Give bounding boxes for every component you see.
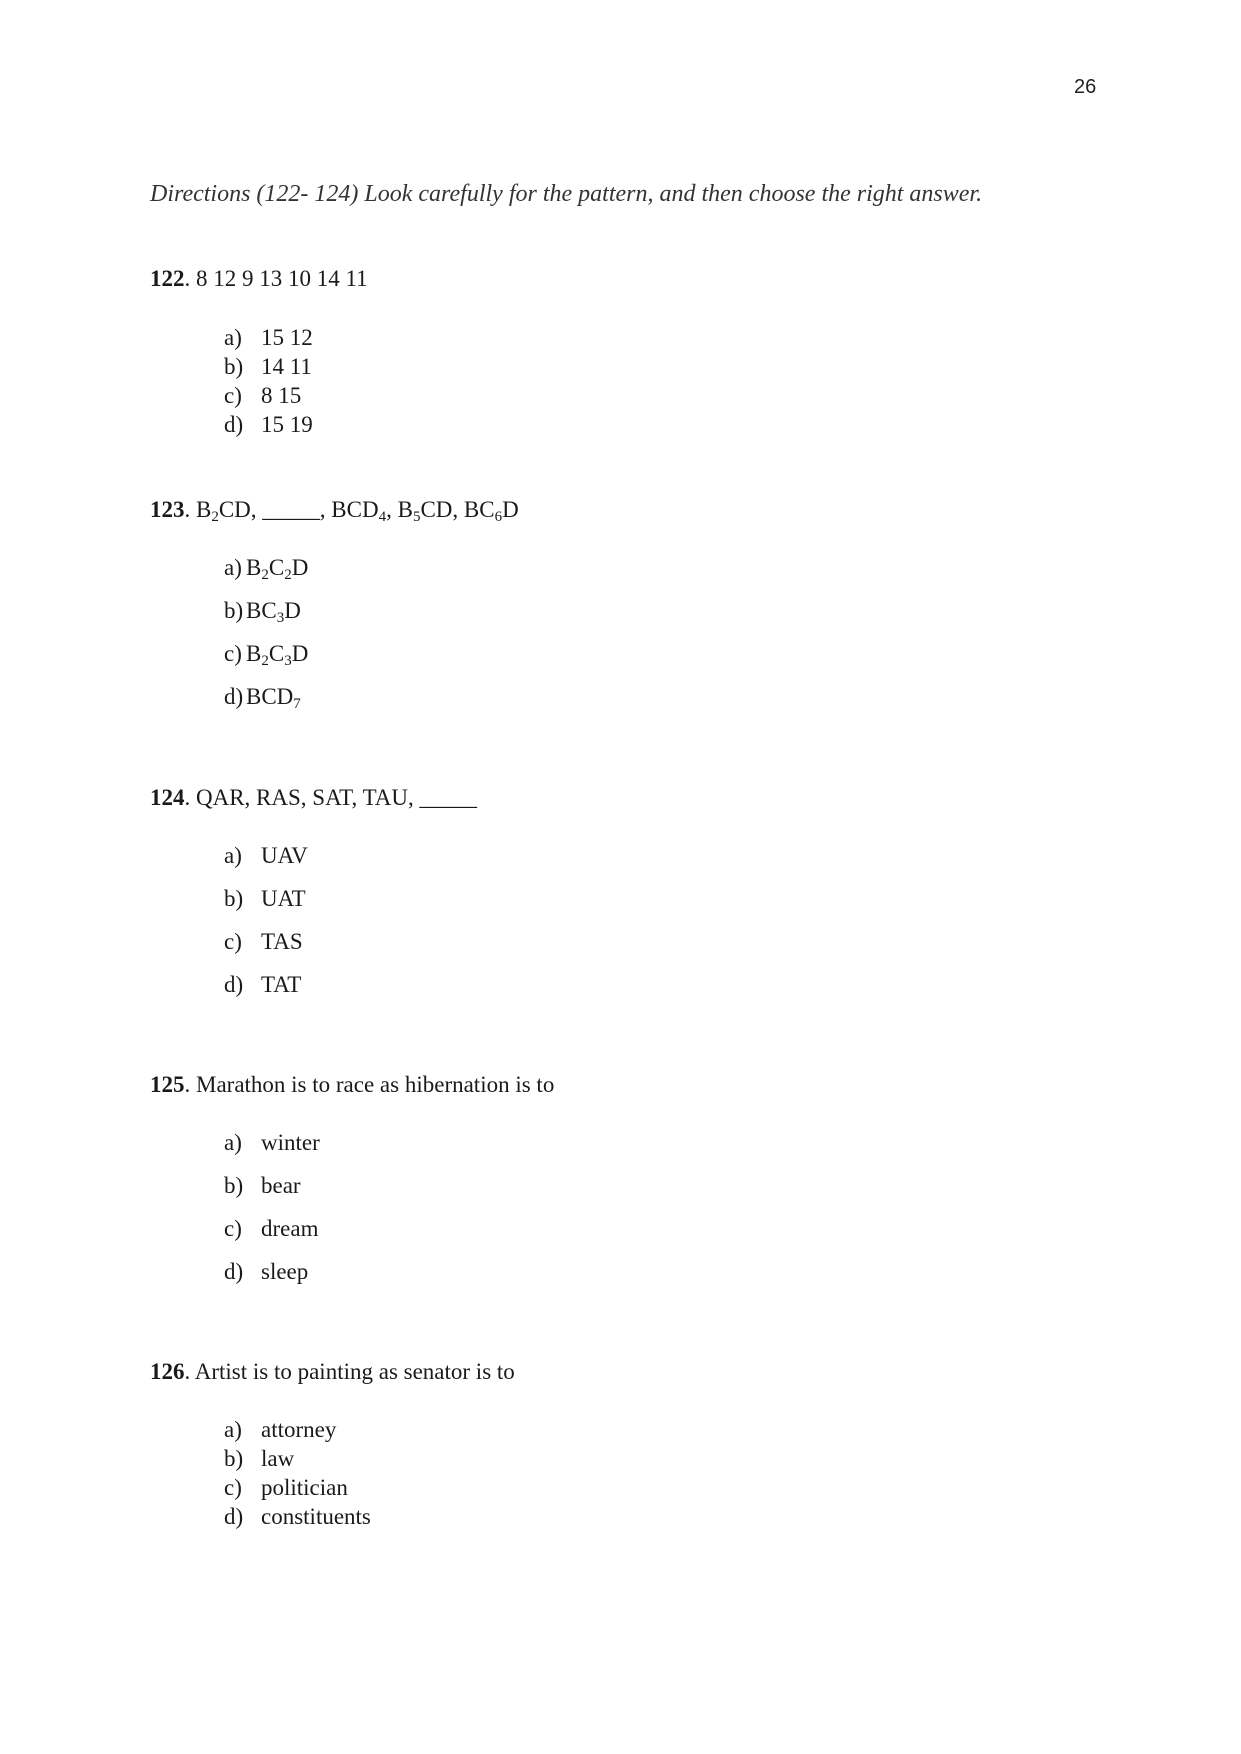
option-122-c	[224, 383, 301, 409]
option-letter: d)	[224, 412, 244, 437]
subscript-digit: 3	[276, 610, 285, 626]
option-text: UAT	[261, 886, 306, 911]
subscript-digit: 2	[211, 509, 219, 525]
question-number: 124	[150, 785, 185, 810]
subscript-digit: 4	[378, 509, 387, 525]
option-letter: b)	[224, 354, 244, 379]
option-text: winter	[261, 1130, 320, 1155]
option-letter: c)	[224, 1216, 242, 1241]
option-126-b	[224, 1446, 294, 1472]
option-text: UAV	[261, 843, 308, 868]
question-124-stem	[150, 785, 477, 811]
option-123-b	[224, 598, 301, 624]
question-text: . 8 12 9 13 10 14 11	[184, 266, 368, 291]
question-123-stem	[150, 497, 519, 523]
option-122-b	[224, 354, 312, 380]
option-122-d	[224, 412, 313, 438]
subscript-digit: 5	[412, 509, 421, 525]
option-letter: d)	[224, 1259, 244, 1284]
question-125-stem	[150, 1072, 554, 1098]
subscript-digit: 3	[284, 653, 292, 669]
option-text: law	[261, 1446, 295, 1471]
option-125-b	[224, 1173, 301, 1199]
option-letter: a)	[224, 555, 242, 580]
option-126-d	[224, 1504, 371, 1530]
option-letter: d)	[224, 972, 244, 997]
option-text: $BCD_7$	[246, 684, 301, 712]
option-123-d	[224, 684, 301, 710]
option-text: 15 19	[261, 412, 313, 437]
option-126-a	[224, 1417, 336, 1443]
option-124-b	[224, 886, 306, 912]
option-letter: c)	[224, 641, 242, 666]
option-letter: b)	[224, 1173, 244, 1198]
option-letter: c)	[224, 929, 242, 954]
option-124-a	[224, 843, 308, 869]
option-text: TAT	[261, 972, 302, 997]
option-letter: d)	[224, 1504, 244, 1529]
subscript-digit: 2	[284, 567, 292, 583]
option-letter: b)	[224, 1446, 244, 1471]
option-text: politician	[261, 1475, 348, 1500]
question-number: 126	[150, 1359, 185, 1384]
option-letter: a)	[224, 325, 242, 350]
option-letter: c)	[224, 1475, 242, 1500]
option-123-c	[224, 641, 308, 667]
option-text: 8 15	[261, 383, 302, 408]
question-text: . Marathon is to race as hibernation is to	[184, 1072, 555, 1097]
option-text: $BC_3D$	[246, 598, 301, 626]
option-letter: b)	[224, 598, 244, 623]
question-126-stem	[150, 1359, 515, 1385]
question-text: . QAR, RAS, SAT, TAU, _____	[184, 785, 478, 810]
option-124-c	[224, 929, 303, 955]
option-text: attorney	[261, 1417, 337, 1442]
question-number: 123	[150, 497, 185, 522]
option-letter: a)	[224, 843, 242, 868]
subscript-digit: 6	[494, 509, 503, 525]
question-122-stem	[150, 266, 368, 292]
option-122-a	[224, 325, 313, 351]
option-124-d	[224, 972, 301, 998]
option-text: 14 11	[261, 354, 312, 379]
option-126-c	[224, 1475, 348, 1501]
question-number: 125	[150, 1072, 185, 1097]
subscript-digit: 2	[261, 653, 269, 669]
option-letter: d)	[224, 684, 244, 709]
subscript-digit: 2	[261, 567, 269, 583]
page-number: 26	[1074, 76, 1097, 98]
option-text: constituents	[261, 1504, 371, 1529]
option-text: bear	[261, 1173, 301, 1198]
option-text: $B_2C_3D$	[246, 641, 309, 669]
question-number: 122	[150, 266, 185, 291]
option-125-d	[224, 1259, 308, 1285]
option-letter: a)	[224, 1417, 242, 1442]
option-123-a	[224, 555, 308, 581]
option-letter: b)	[224, 886, 244, 911]
option-letter: a)	[224, 1130, 242, 1155]
subscript-digit: 7	[293, 696, 301, 712]
question-text: . $B_2CD$, _____, $BCD_4$, $B_5CD$, $BC_6D$	[184, 497, 519, 525]
option-text: sleep	[261, 1259, 309, 1284]
option-text: $B_2C_2D$	[246, 555, 309, 583]
option-text: TAS	[261, 929, 303, 954]
option-125-a	[224, 1130, 320, 1156]
option-125-c	[224, 1216, 318, 1242]
directions-text: Directions (122- 124) Look carefully for the pattern, and then choose the right answer.	[150, 181, 983, 207]
option-letter: c)	[224, 383, 242, 408]
question-text: . Artist is to painting as senator is to	[184, 1359, 515, 1384]
option-text: 15 12	[261, 325, 313, 350]
option-text: dream	[261, 1216, 319, 1241]
